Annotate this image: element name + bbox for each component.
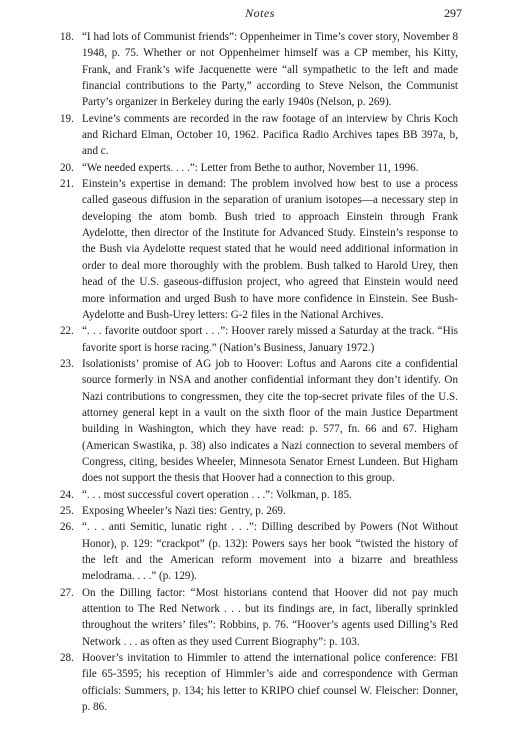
note-text: On the Dilling factor: “Most historians contend that Hoover did not pay much attention to The Red Network . . . but its findings are, in fact, liberally sprinkled throughout the writers’ files”: Robbins, p. 76. “Hoover’s agents used Dilling’s Red Network . . . as often as they used Current Biography”: p. 103. (82, 586, 458, 648)
note-21 (60, 176, 458, 323)
note-28 (60, 650, 458, 715)
note-18 (60, 29, 458, 111)
note-24 (60, 487, 458, 503)
page-number: 297 (444, 6, 462, 20)
note-23 (60, 356, 458, 487)
note-number: 28. (60, 652, 74, 665)
note-number: 23. (60, 357, 74, 370)
note-25 (60, 503, 458, 519)
note-text: “. . . anti Semitic, lunatic right . . .”: Dilling described by Powers (Not Without Honor), p. 129: “crackpot” (p. 132): Powers says her book “twisted the history of the left and the American reform movement into a bizarre and breathless melodrama. . . .” (p. 129). (82, 521, 458, 583)
note-number: 24. (60, 488, 74, 501)
note-text: Exposing Wheeler’s Nazi ties: Gentry, p. 269. (82, 504, 286, 517)
note-number: 21. (60, 178, 74, 191)
note-text: “. . . favorite outdoor sport . . .”: Hoover rarely missed a Saturday at the track. “His favorite sport is horse racing.” (Nation’s Business, January 1972.) (82, 325, 458, 354)
note-20 (60, 160, 458, 176)
note-number: 25. (60, 504, 74, 517)
note-number: 22. (60, 325, 74, 338)
note-26 (60, 519, 458, 584)
note-text: Isolationists’ promise of AG job to Hoover: Loftus and Aarons cite a confidential source formerly in NSA and another confidential informant they don’t identify. On Nazi contributions to congressmen, they cite the top-secret private files of the U.S. attorney general kept in a vault on the sixth floor of the main Justice Department building in Washington, which they have read: p. 577, fn. 66 and 67. Higham (American Swastika, p. 38) also indicates a Nazi connection to several members of Congress, citing, besides Wheeler, Minnesota Senator Ernest Lundeen. But Higham does not support the thesis that Hoover had a connection to this group. (82, 357, 458, 485)
note-22 (60, 323, 458, 356)
note-number: 19. (60, 112, 74, 125)
note-number: 18. (60, 31, 74, 43)
note-text: Einstein’s expertise in demand: The problem involved how best to use a process called gaseous diffusion in the separation of uranium isotopes—a necessary step in developing the atom bomb. Bush tried to approach Einstein through Frank Aydelotte, then director of the Institute for Advanced Study. Einstein’s response to the Bush via Aydelotte request stated that he would need additional information in order to deal more thoroughly with the problem. Bush talked to Harold Urey, then head of the U.S. gaseous-diffusion project, who agreed that Einstein would need more information and urged Bush to have more confidence in Einstein. See Bush-Aydelotte and Bush-Urey letters: G-2 files in the National Archives. (82, 178, 458, 321)
note-number: 20. (60, 161, 74, 174)
note-19 (60, 111, 458, 160)
note-27 (60, 585, 458, 650)
note-text: “I had lots of Communist friends”: Oppenheimer in Time’s cover story, November 8 1948, p. 75. Whether or not Oppenheimer himself was a CP member, his Kitty, Frank, and Frank’s wife Jacquenette were “all sympathetic to the left and made financial contributions to the Party,” according to Steve Nelson, the Communist Party’s organizer in Berkeley during the early 1940s (Nelson, p. 269). (82, 31, 458, 109)
running-title: Notes (245, 6, 275, 20)
note-text: Hoover’s invitation to Himmler to attend the international police conference: FBI file 65-3595; his reception of Himmler’s aide and correspondence with German officials: Summers, p. 134; his letter to KRIPO chief counsel W. Fleischer: Donner, p. 86. (82, 652, 458, 714)
note-text: “. . . most successful covert operation . . .”: Volkman, p. 185. (82, 488, 352, 501)
note-number: 27. (60, 586, 74, 599)
note-text: Levine’s comments are recorded in the raw footage of an interview by Chris Koch and Richard Elman, October 10, 1962. Pacifica Radio Archives tapes BB 397a, b, and c. (82, 112, 458, 158)
notes-list (60, 29, 458, 715)
running-head (60, 6, 460, 22)
note-text: “We needed experts. . . .”: Letter from Bethe to author, November 11, 1996. (82, 161, 419, 174)
note-number: 26. (60, 521, 74, 534)
